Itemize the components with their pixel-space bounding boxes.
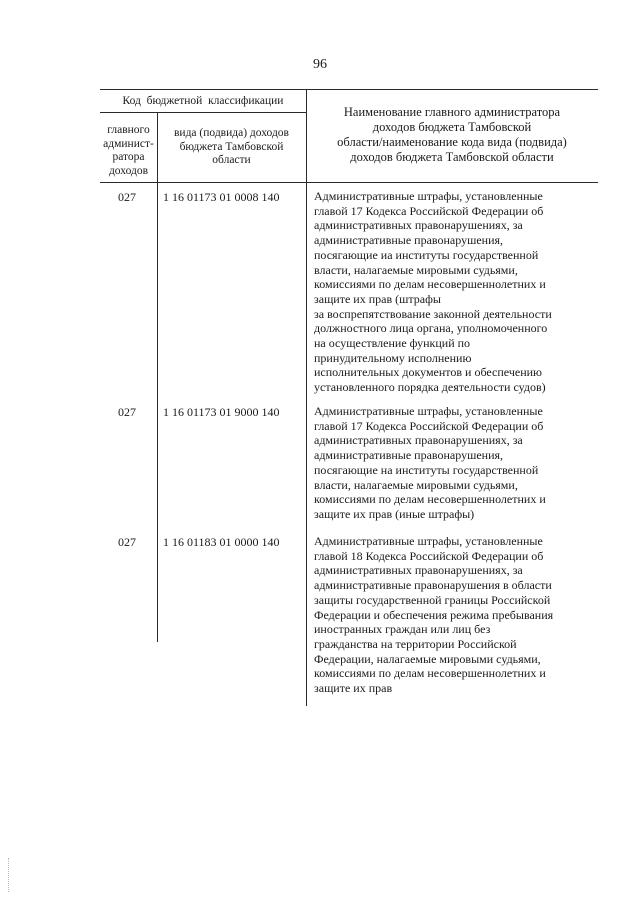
description-line: посягающие на институты государственной — [314, 462, 539, 477]
header-group-title: Код бюджетной классификации — [122, 95, 284, 107]
description-line: исполнительных документов и обеспечению — [314, 365, 542, 380]
row-description — [314, 404, 546, 522]
description-line: комиссиями по делам несовершеннолетних и — [314, 666, 546, 681]
description-line: принудительному исполнению — [314, 350, 472, 365]
description-line: Федерации и обеспечения режима пребывания — [314, 607, 554, 622]
description-line: власти, налагаемые мировыми судьями, — [314, 262, 518, 277]
description-line: главой 17 Кодекса Российской Федерации об — [314, 203, 544, 218]
description-line: установленного порядка деятельности судов) — [314, 380, 546, 395]
description-line: иностранных граждан или лиц без — [314, 622, 491, 637]
group-title-underline — [100, 112, 306, 113]
income-type-code: 1 16 01183 01 0000 140 — [163, 535, 280, 549]
description-line: защиты государственной границы Российской — [314, 592, 551, 607]
header-line: ратора — [112, 151, 145, 163]
row-description — [314, 534, 553, 696]
header-line: вида (подвида) доходов — [174, 127, 289, 139]
description-line: административные правонарушения, — [314, 448, 504, 463]
description-line: на осуществление функций по — [314, 336, 471, 351]
header-col-type — [157, 127, 306, 168]
description-line: главой 17 Кодекса Российской Федерации об — [314, 418, 544, 433]
header-line: доходов бюджета Тамбовской — [372, 120, 532, 134]
column-divider-1 — [157, 112, 158, 642]
header-bottom-border — [100, 182, 598, 183]
header-line: доходов — [108, 164, 149, 177]
row-description — [314, 189, 552, 395]
header-line: доходов бюджета Тамбовской области — [350, 150, 554, 164]
header-line: Наименование главного администратора — [343, 105, 561, 119]
header-line: админист- — [103, 137, 154, 150]
header-col-admin — [100, 124, 157, 178]
description-line: административные правонарушения в области — [314, 578, 552, 593]
description-line: административных правонарушениях, за — [314, 218, 523, 233]
admin-code: 027 — [118, 405, 136, 419]
header-line: области — [212, 154, 251, 166]
description-line: Административные штрафы, установленные — [314, 534, 543, 548]
description-line: защите их прав — [314, 681, 393, 696]
description-line: посягающие иа институты государственной — [314, 247, 539, 262]
description-line: Административные штрафы, установленные — [314, 404, 543, 418]
description-line: за воспрепятствование законной деятельности — [314, 306, 552, 321]
description-line: должностного лица органа, уполномоченного — [314, 321, 548, 336]
description-line: комиссиями по делам несовершеннолетних и — [314, 277, 546, 292]
description-line: защите их прав (иные штрафы) — [314, 506, 475, 521]
description-line: власти, налагаемые мировыми судьями, — [314, 477, 518, 492]
description-line: Федерации, налагаемые мировыми судьями, — [314, 651, 541, 666]
income-type-code: 1 16 01173 01 0008 140 — [163, 190, 280, 204]
description-line: защите их прав (штрафы — [314, 291, 441, 306]
admin-code: 027 — [118, 535, 136, 549]
description-line: административных правонарушениях, за — [314, 433, 523, 448]
description-line: административные правонарушения, — [314, 233, 504, 248]
description-line: главой 18 Кодекса Российской Федерации об — [314, 548, 544, 563]
column-divider-2 — [306, 89, 307, 706]
scan-edge-marks — [8, 858, 12, 892]
header-line: бюджета Тамбовской — [179, 140, 284, 153]
header-col-name — [306, 105, 598, 165]
header-line: главного — [107, 124, 150, 136]
header-line: области/наименование кода вида (подвида) — [337, 135, 567, 149]
income-type-code: 1 16 01173 01 9000 140 — [163, 405, 280, 419]
table-top-border — [100, 89, 598, 90]
description-line: Административные штрафы, установленные — [314, 189, 543, 203]
admin-code: 027 — [118, 190, 136, 204]
description-line: административных правонарушениях, за — [314, 563, 523, 578]
description-line: гражданства на территории Российской — [314, 636, 517, 651]
description-line: комиссиями по делам несовершеннолетних и — [314, 492, 546, 507]
page-number: 96 — [313, 57, 327, 72]
